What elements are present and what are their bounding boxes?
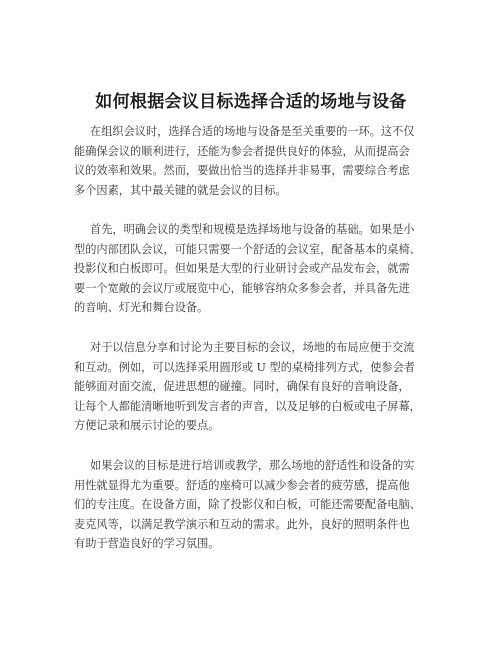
paragraph-line: 能够面对面交流，促进思想的碰撞。同时，确保有良好的音响设备， [74,380,410,394]
paragraph-line: 对于以信息分享和讨论为主要目标的会议，场地的布局应便于交流 [90,341,415,354]
paragraph-2 [74,220,446,318]
paragraph-line: 首先，明确会议的类型和规模是选择场地与设备的基础。如果是小 [90,223,415,236]
paragraph-line: 们的专注度。在设备方面，除了投影仪和白板，可能还需要配备电脑、 [74,498,421,512]
paragraph-line: 要一个宽敞的会议厅或展览中心，能够容纳众多参会者，并具备先进 [74,281,410,295]
paragraph-line: 如果会议的目标是进行培训或教学，那么场地的舒适性和设备的实 [90,459,415,472]
paragraph-line: 多个因素，其中最关键的就是会议的目标。 [74,183,287,197]
paragraph-line: 让每个人都能清晰地听到发言者的声音，以及足够的白板或电子屏幕， [74,399,421,413]
paragraph-4 [74,456,446,554]
paragraph-line: 型的内部团队会议，可能只需要一个舒适的会议室，配备基本的桌椅、 [74,242,421,256]
paragraph-line: 方便记录和展示讨论的要点。 [74,419,220,433]
paragraph-line: 麦克风等，以满足教学演示和互动的需求。此外，良好的照明条件也 [74,517,410,531]
document-title: 如何根据会议目标选择合适的场地与设备 [95,92,407,112]
paragraph-line: 有助于营造良好的学习氛围。 [74,537,220,551]
paragraph-line: 能确保会议的顺利进行，还能为参会者提供良好的体验，从而提高会 [74,144,410,158]
paragraph-line: 用性就显得尤为重要。舒适的座椅可以减少参会者的疲劳感，提高他 [74,478,410,492]
paragraph-line: 的音响、灯光和舞台设备。 [74,301,209,315]
paragraph-line: 议的效率和效果。然而，要做出恰当的选择并非易事，需要综合考虑 [74,164,410,178]
paragraph-line: 在组织会议时，选择合适的场地与设备是至关重要的一环。这不仅 [90,125,415,138]
paragraph-1 [74,122,446,200]
paragraph-line: 和互动。例如，可以选择采用圆形或 U 型的桌椅排列方式，使参会者 [74,360,415,374]
paragraph-line: 投影仪和白板即可。但如果是大型的行业研讨会或产品发布会，就需 [74,262,410,276]
paragraph-3 [74,338,446,436]
